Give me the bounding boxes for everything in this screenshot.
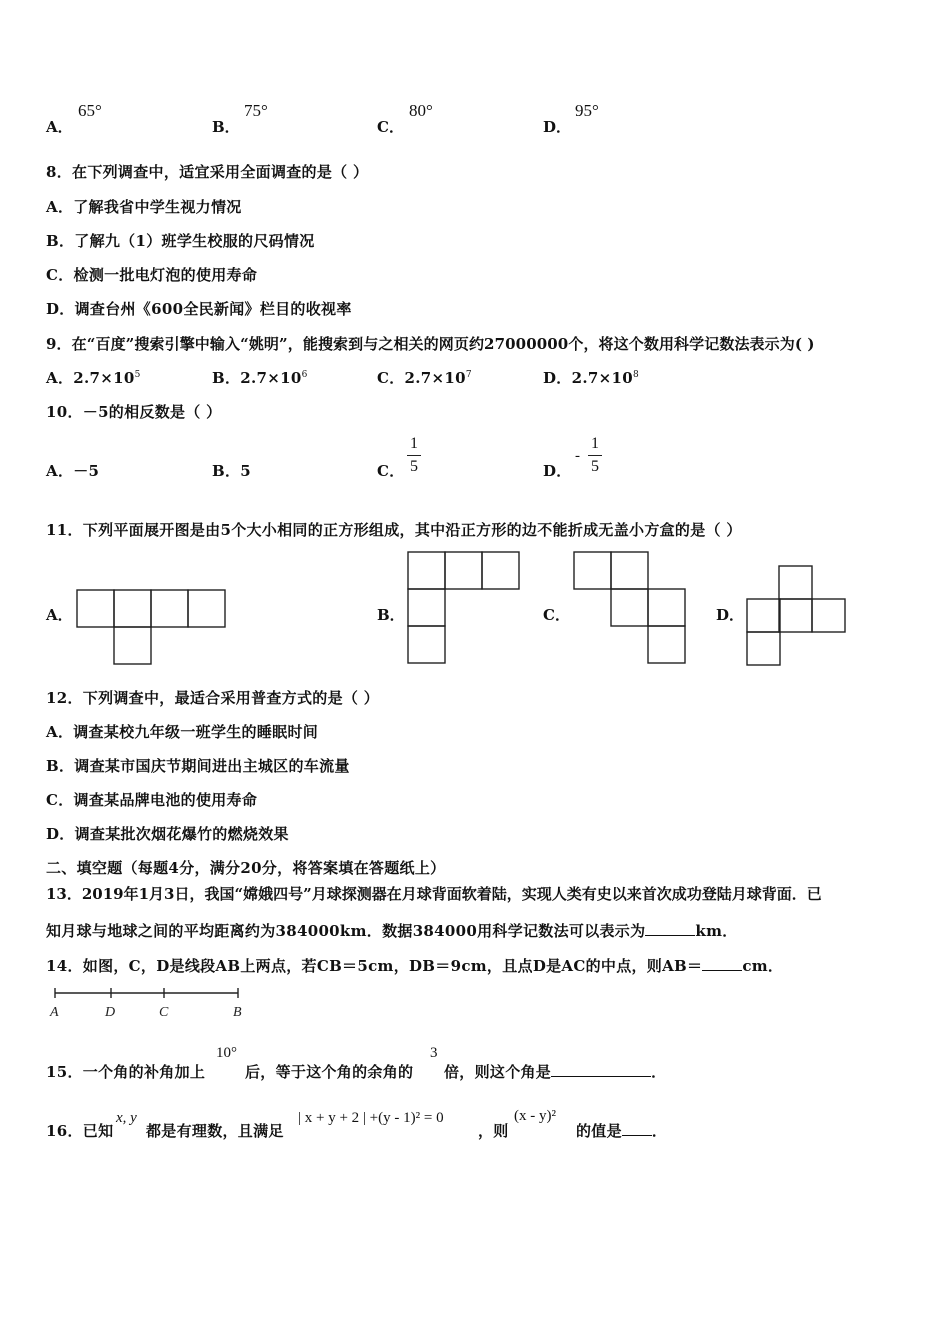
q7-option-c-label: C． <box>377 118 404 136</box>
q8-option-d: D．调查台州《600全民新闻》栏目的收视率 <box>46 300 352 318</box>
q11-net-a <box>76 589 228 665</box>
q11-option-a-label: A． <box>46 606 73 624</box>
q10-option-d-label: D． <box>543 462 572 480</box>
q14-point-c: C <box>159 1005 169 1020</box>
q12-option-d: D．调查某批次烟花爆竹的燃烧效果 <box>46 825 289 843</box>
q11-stem: 11．下列平面展开图是由5个大小相同的正方形组成，其中沿正方形的边不能折成无盖小方盒的是（ ） <box>46 521 742 539</box>
q15-text-2: 后，等于这个角的余角的 <box>245 1063 414 1081</box>
q15-answer-blank[interactable] <box>551 1062 651 1077</box>
q14-point-b: B <box>233 1005 242 1020</box>
q11-net-b <box>407 551 521 665</box>
q7-option-b-label: B． <box>212 118 240 136</box>
q12-option-b: B．调查某市国庆节期间进出主城区的车流量 <box>46 757 350 775</box>
q11-option-d-label: D． <box>716 606 745 624</box>
q12-option-c: C．调查某品牌电池的使用寿命 <box>46 791 258 809</box>
q9-option-c: C．$2.7\times 10^7$ <box>377 369 472 387</box>
q16-math-condition: | x + y + 2 | +(y - 1)² = 0 <box>298 1110 444 1126</box>
q9-stem: 9．在“百度”搜索引擎中输入“姚明”，能搜索到与之相关的网页约27000000个，将这个数用科学记数法表示为( ) <box>46 335 815 353</box>
q9-option-d: D．$2.7\times 10^8$ <box>543 369 639 387</box>
q8-option-a: A．了解我省中学生视力情况 <box>46 198 242 216</box>
q14-point-a: A <box>50 1005 59 1020</box>
q16-text-1: 16．已知 <box>46 1122 114 1140</box>
q11-net-c <box>573 551 687 665</box>
q14-stem: 14．如图，C，D是线段AB上两点，若CB＝5cm，DB＝9cm，且点D是AC的中点，则AB＝ cm． <box>46 957 784 975</box>
q12-stem: 12．下列调查中，最适合采用普查方式的是（ ） <box>46 689 379 707</box>
q7-option-a-label: A． <box>46 118 73 136</box>
q7-option-a-value: 65° <box>78 101 102 120</box>
q8-stem: 8．在下列调查中，适宜采用全面调查的是（ ） <box>46 163 369 181</box>
q16-answer-blank[interactable] <box>622 1121 652 1136</box>
section-2-heading: 二、填空题（每题4分，满分20分，将答案填在答题纸上） <box>46 859 446 877</box>
q10-stem: 10．－5的相反数是（ ） <box>46 403 222 421</box>
q9-option-b: B．$2.7\times 10^6$ <box>212 369 308 387</box>
q11-net-d <box>746 565 848 667</box>
q15-math-3: 3 <box>430 1045 438 1061</box>
q7-option-d-value: 95° <box>575 101 599 120</box>
q15-text-1: 15．一个角的补角加上 <box>46 1063 206 1081</box>
q8-option-c: C．检测一批电灯泡的使用寿命 <box>46 266 258 284</box>
q16-text-3: ，则 <box>478 1122 509 1140</box>
q10-option-c-label: C． <box>377 462 405 480</box>
q8-option-b: B．了解九（1）班学生校服的尺码情况 <box>46 232 315 250</box>
q7-option-d-label: D． <box>543 118 572 136</box>
q11-option-b-label: B． <box>377 606 405 624</box>
q7-option-c-value: 80° <box>409 101 433 120</box>
q16-text-2: 都是有理数，且满足 <box>146 1122 284 1140</box>
q16-text-4: 的值是 ． <box>576 1122 668 1140</box>
q16-math-xy: x, y <box>116 1110 137 1126</box>
q10-option-d-fraction: 1 5 <box>588 435 602 476</box>
q10-option-a: A．－5 <box>46 462 100 480</box>
q14-answer-blank[interactable] <box>702 956 742 971</box>
q16-math-expression: (x - y)² <box>514 1108 556 1124</box>
q10-option-d-sign: - <box>575 448 580 464</box>
q12-option-a: A．调查某校九年级一班学生的睡眠时间 <box>46 723 319 741</box>
q15-math-10deg: 10° <box>216 1045 237 1061</box>
q9-option-a: A．$2.7\times 10^5$ <box>46 369 141 387</box>
q10-option-c-fraction: 1 5 <box>407 435 421 476</box>
q13-line-1: 13．2019年1月3日，我国“嫦娥四号”月球探测器在月球背面软着陆，实现人类有史以来首次成功登陆月球背面．已 <box>46 885 822 903</box>
q10-option-b: B．5 <box>212 462 252 480</box>
q11-option-c-label: C． <box>543 606 570 624</box>
q13-answer-blank[interactable] <box>645 921 695 936</box>
q15-text-3: 倍，则这个角是 ． <box>444 1063 667 1081</box>
q13-line-2: 知月球与地球之间的平均距离约为384000km．数据384000用科学记数法可以表示为 km． <box>46 922 738 940</box>
q14-point-d: D <box>105 1005 116 1020</box>
q14-segment-figure <box>50 985 250 1021</box>
q7-option-b-value: 75° <box>244 101 268 120</box>
